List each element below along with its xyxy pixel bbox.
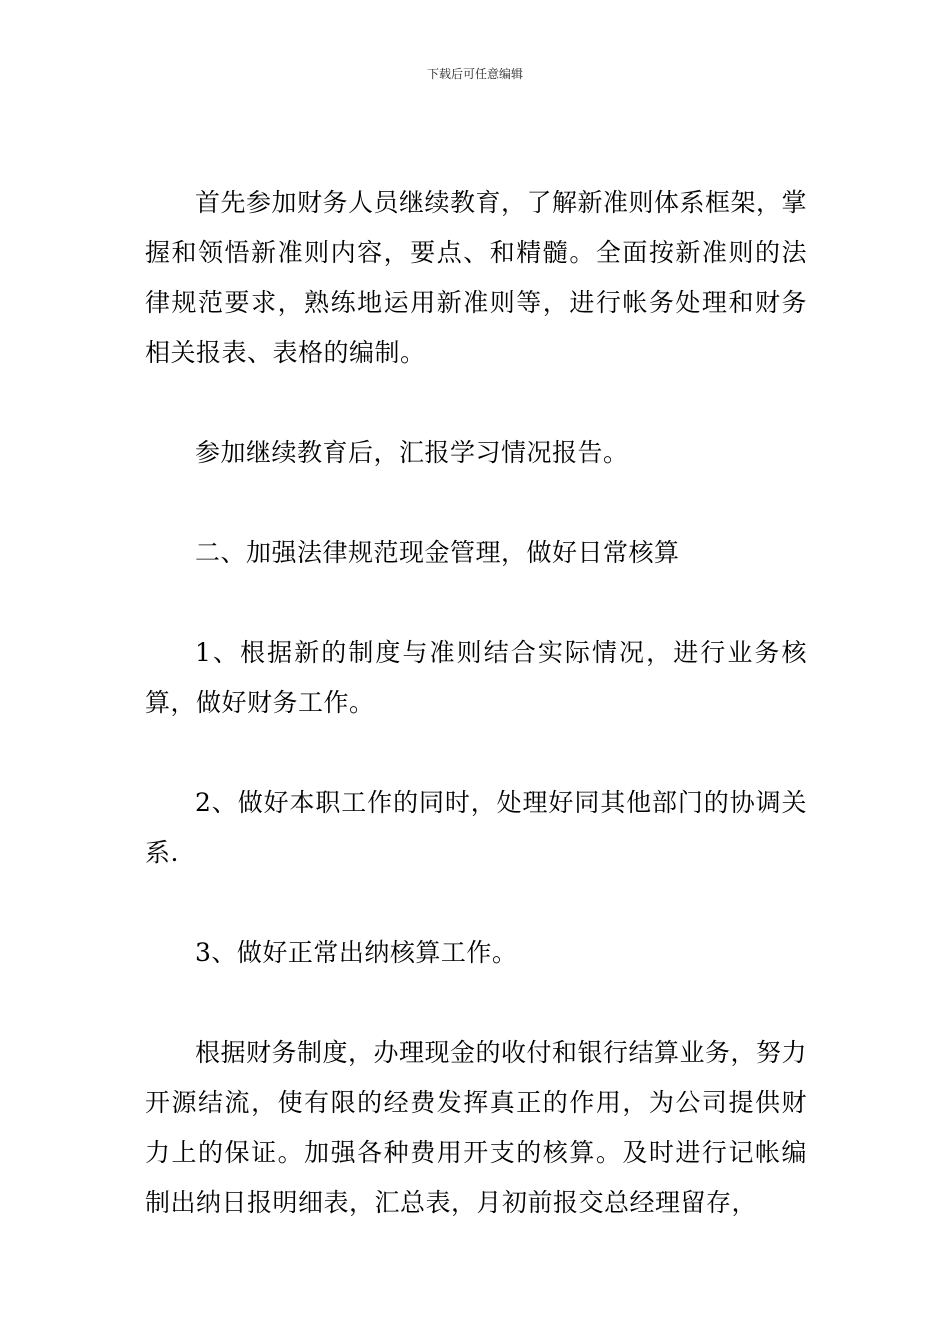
paragraph-cash-handling: 根据财务制度，办理现金的收付和银行结算业务，努力开源结流，使有限的经费发挥真正的作用，为公司提供财力上的保证。加强各种费用开支的核算。及时进行记帐编制出纳日报明细表，汇总表，月初前报交总经理留存， xyxy=(145,1038,808,1217)
paragraph-continuing-education: 首先参加财务人员继续教育，了解新准则体系框架，掌握和领悟新准则内容，要点、和精髓。全面按新准则的法律规范要求，熟练地运用新准则等，进行帐务处理和财务相关报表、表格的编制。 xyxy=(145,188,808,367)
paragraph-report-after-education: 参加继续教育后，汇报学习情况报告。 xyxy=(195,438,629,467)
page-header-note: 下载后可任意编辑 xyxy=(426,67,523,81)
list-item-2: 2、做好本职工作的同时，处理好同其他部门的协调关系. xyxy=(145,788,807,867)
list-item-1: 1、根据新的制度与准则结合实际情况，进行业务核算，做好财务工作。 xyxy=(145,638,807,717)
list-item-3: 3、做好正常出纳核算工作。 xyxy=(195,938,518,967)
document-body xyxy=(145,178,807,1228)
section-heading-cash-management: 二、加强法律规范现金管理，做好日常核算 xyxy=(195,538,680,567)
